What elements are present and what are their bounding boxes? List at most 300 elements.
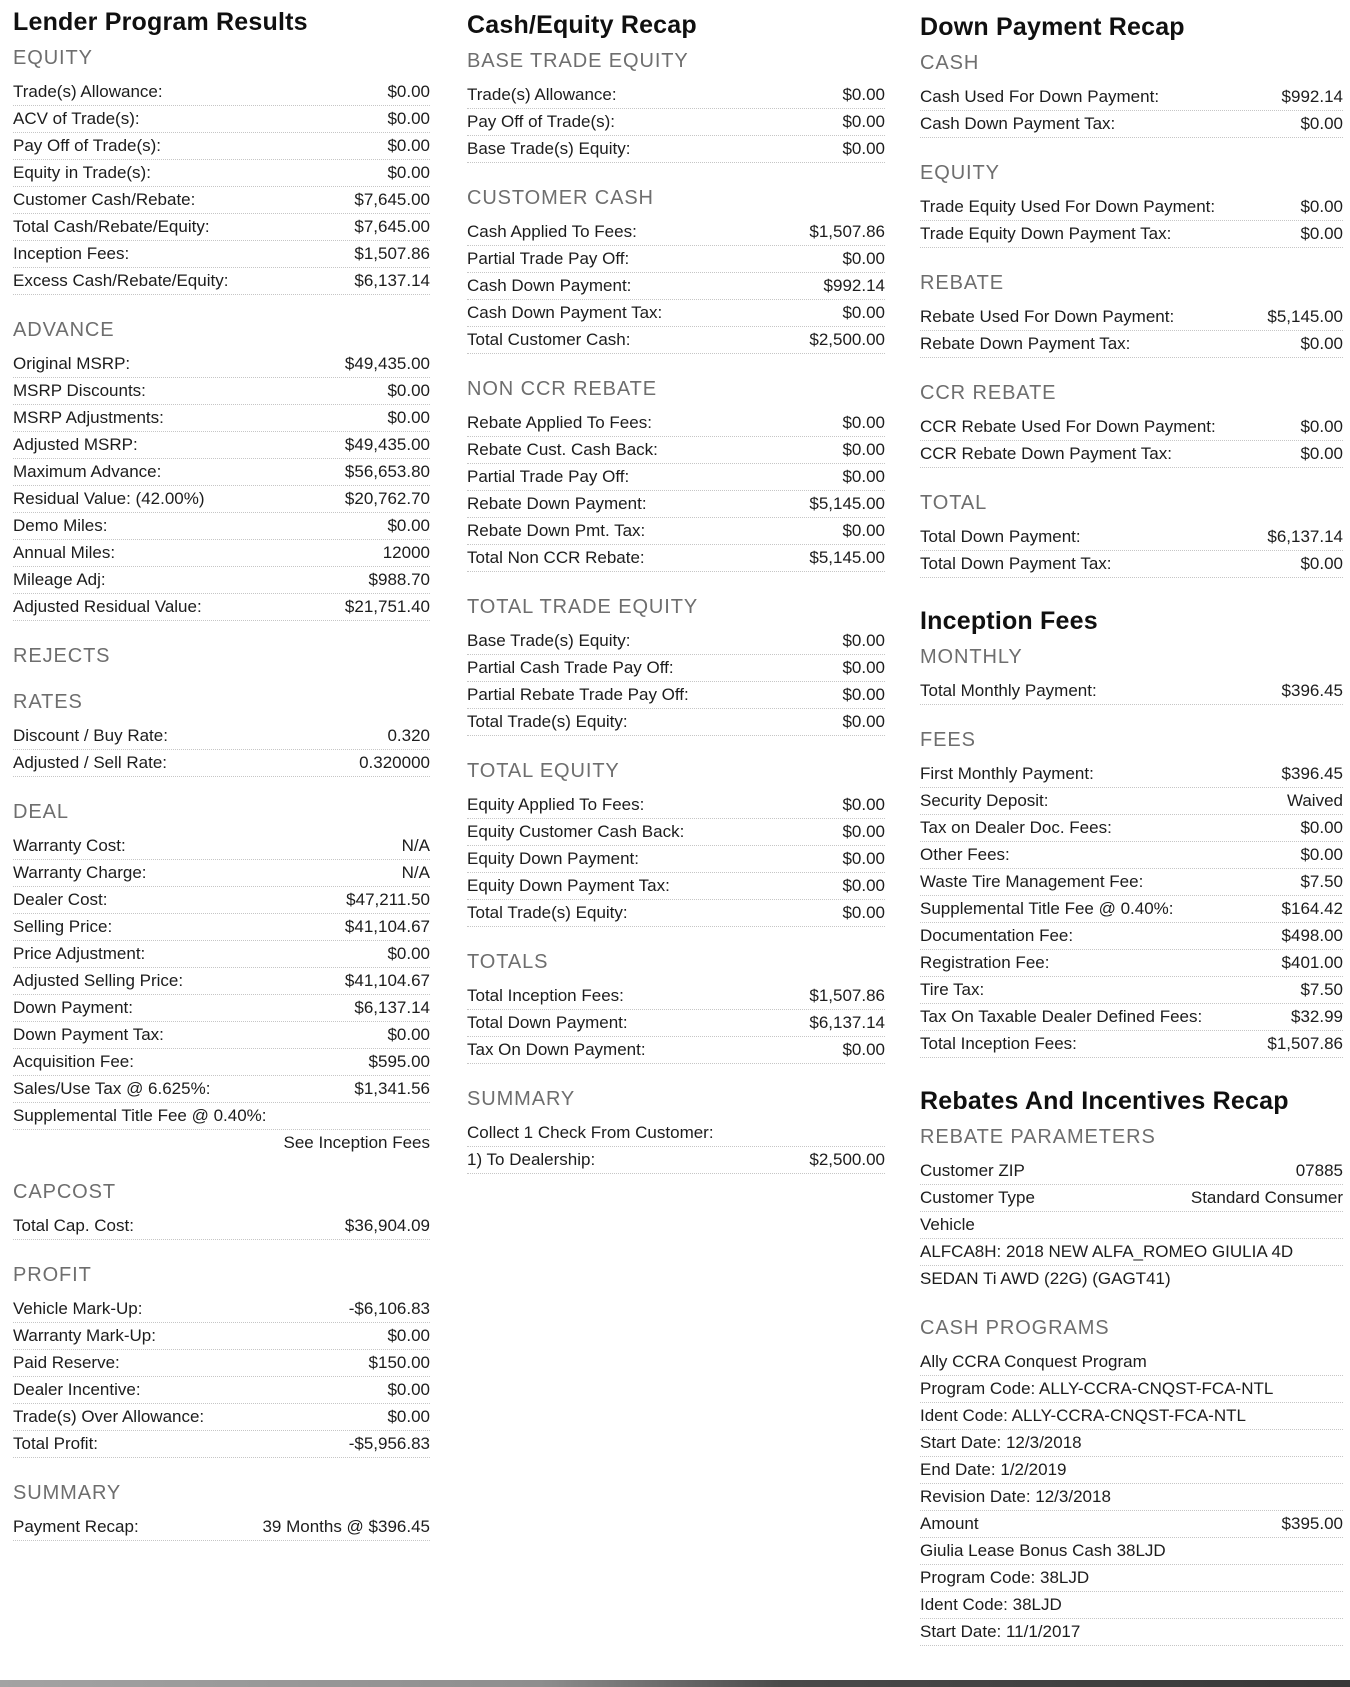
row-label: Residual Value: (42.00%) [13,489,205,508]
row-label: Total Inception Fees: [920,1034,1077,1053]
data-row-acv-of-trade-s [13,106,430,133]
row-label: Vehicle [920,1215,975,1234]
data-row-rebate-used-for-down-payment [920,304,1343,331]
row-label: Excess Cash/Rebate/Equity: [13,271,229,290]
row-label: First Monthly Payment: [920,764,1094,783]
row-label: Total Down Payment: [920,527,1081,546]
page-title-down-payment-recap: Down Payment Recap [920,13,1185,41]
row-label: Total Cap. Cost: [13,1216,134,1235]
data-row-warranty-charge [13,860,430,887]
section-heading-total: TOTAL [920,492,988,514]
row-value: $0.00 [387,1380,430,1399]
text-row-end-date-1-2-2019 [920,1457,1343,1484]
data-row-documentation-fee [920,923,1343,950]
text-row-start-date-12-3-2018 [920,1430,1343,1457]
row-value: $41,104.67 [344,917,430,936]
row-value: $0.00 [842,712,885,731]
data-row-paid-reserve [13,1350,430,1377]
row-value: $0.00 [1300,554,1343,573]
col-lender-program-results [13,0,430,1541]
row-value: $6,137.14 [354,271,430,290]
row-value: $0.00 [842,631,885,650]
row-label: Partial Rebate Trade Pay Off: [467,685,689,704]
row-value: $396.45 [1281,764,1343,783]
row-value: $0.00 [842,876,885,895]
row-value: 39 Months @ $396.45 [262,1517,430,1536]
text-row-giulia-lease-bonus-cash-38ljd [920,1538,1343,1565]
text-row-sedan-ti-awd-22g-gagt41 [920,1266,1343,1293]
data-row-sales-use-tax-6-625 [13,1076,430,1103]
data-row-partial-trade-pay-off [467,246,885,273]
data-row-equity-customer-cash-back [467,819,885,846]
row-label: Maximum Advance: [13,462,162,481]
data-row-total-down-payment-tax [920,551,1343,578]
row-text: Giulia Lease Bonus Cash 38LJD [920,1541,1166,1560]
row-label: Supplemental Title Fee @ 0.40%: [920,899,1174,918]
section-heading-rebate: REBATE [920,272,1004,294]
row-label: Trade Equity Down Payment Tax: [920,224,1172,243]
row-text: Start Date: 11/1/2017 [920,1622,1081,1641]
row-value: $36,904.09 [344,1216,430,1235]
data-row-total-cash-rebate-equity [13,214,430,241]
data-row-cash-down-payment-tax [920,111,1343,138]
row-label: Tax on Dealer Doc. Fees: [920,818,1112,837]
row-value: Waived [1286,791,1343,810]
data-row-first-monthly-payment [920,761,1343,788]
data-row-discount-buy-rate [13,723,430,750]
data-row-tax-on-taxable-dealer-defined-fees [920,1004,1343,1031]
data-row-cash-down-payment [467,273,885,300]
row-value: $992.14 [1281,87,1343,106]
row-label: Price Adjustment: [13,944,146,963]
data-row-trade-equity-down-payment-tax [920,221,1343,248]
data-row-collect-1-check-from-customer [467,1120,885,1147]
data-row-pay-off-of-trade-s [13,133,430,160]
row-label: Base Trade(s) Equity: [467,139,631,158]
data-row-adjusted-sell-rate [13,750,430,777]
data-row-customer-cash-rebate [13,187,430,214]
row-value: 12000 [382,543,430,562]
row-label: Total Profit: [13,1434,99,1453]
data-row-supplemental-title-fee-0-40 [13,1103,430,1130]
data-row-total-non-ccr-rebate [467,545,885,572]
section-heading-equity: EQUITY [13,47,93,69]
data-row-dealer-cost [13,887,430,914]
data-row-residual-value-42-00 [13,486,430,513]
row-label: Down Payment: [13,998,133,1017]
row-label: Rebate Cust. Cash Back: [467,440,658,459]
data-row-adjusted-selling-price [13,968,430,995]
row-value: $0.00 [842,303,885,322]
data-row-down-payment-tax [13,1022,430,1049]
data-row-payment-recap [13,1514,430,1541]
data-row-see-inception-fees [13,1130,430,1157]
section-heading-rebate-parameters: REBATE PARAMETERS [920,1126,1156,1148]
row-label: Equity Applied To Fees: [467,795,645,814]
row-label: Total Inception Fees: [467,986,624,1005]
row-value: See Inception Fees [283,1133,430,1152]
row-text: Ident Code: ALLY-CCRA-CNQST-FCA-NTL [920,1406,1246,1425]
section-heading-deal: DEAL [13,801,69,823]
text-row-program-code-ally-ccra-cnqst-fca-ntl [920,1376,1343,1403]
row-value: $988.70 [368,570,430,589]
row-label: Trade(s) Over Allowance: [13,1407,205,1426]
section-heading-rates: RATES [13,691,83,713]
data-row-msrp-adjustments [13,405,430,432]
data-row-rebate-cust-cash-back [467,437,885,464]
row-value: $0.00 [842,822,885,841]
data-row-adjusted-residual-value [13,594,430,621]
row-label: Security Deposit: [920,791,1049,810]
row-label: Cash Down Payment: [467,276,632,295]
data-row-equity-in-trade-s [13,160,430,187]
text-row-program-code-38ljd [920,1565,1343,1592]
row-label: Adjusted Residual Value: [13,597,202,616]
section-heading-equity: EQUITY [920,162,1000,184]
row-value: $0.00 [842,658,885,677]
data-row-total-customer-cash [467,327,885,354]
row-label: Partial Trade Pay Off: [467,467,630,486]
row-label: Total Down Payment Tax: [920,554,1112,573]
data-row-partial-trade-pay-off [467,464,885,491]
row-label: Partial Trade Pay Off: [467,249,630,268]
data-row-down-payment [13,995,430,1022]
row-label: Adjusted Selling Price: [13,971,184,990]
row-value: $20,762.70 [344,489,430,508]
row-value: $5,145.00 [809,494,885,513]
data-row-vehicle-mark-up [13,1296,430,1323]
row-value: 0.320 [387,726,430,745]
row-label: Customer Cash/Rebate: [13,190,196,209]
row-value: $1,507.86 [354,244,430,263]
row-value: 0.320000 [359,753,430,772]
row-label: Waste Tire Management Fee: [920,872,1144,891]
text-row-ident-code-38ljd [920,1592,1343,1619]
data-row-total-down-payment [467,1010,885,1037]
row-label: Original MSRP: [13,354,131,373]
row-value: $1,507.86 [809,986,885,1005]
row-label: Supplemental Title Fee @ 0.40%: [13,1106,267,1125]
row-value: -$6,106.83 [348,1299,430,1318]
data-row-cash-applied-to-fees [467,219,885,246]
row-label: Customer Type [920,1188,1035,1207]
row-value: $32.99 [1291,1007,1343,1026]
data-row-maximum-advance [13,459,430,486]
row-text: Ally CCRA Conquest Program [920,1352,1147,1371]
row-value: $401.00 [1281,953,1343,972]
row-label: CCR Rebate Used For Down Payment: [920,417,1216,436]
row-text: SEDAN Ti AWD (22G) (GAGT41) [920,1269,1171,1288]
row-label: Demo Miles: [13,516,108,535]
row-label: Trade Equity Used For Down Payment: [920,197,1216,216]
page-title-inception-fees: Inception Fees [920,607,1098,635]
text-row-revision-date-12-3-2018 [920,1484,1343,1511]
section-heading-monthly: MONTHLY [920,646,1023,668]
row-value: $1,507.86 [1267,1034,1343,1053]
row-value: $0.00 [1300,818,1343,837]
row-value: $395.00 [1281,1514,1343,1533]
row-label: Dealer Incentive: [13,1380,141,1399]
row-value: $0.00 [1300,444,1343,463]
row-label: Cash Used For Down Payment: [920,87,1160,106]
row-label: Total Cash/Rebate/Equity: [13,217,210,236]
section-heading-base-trade-equity: BASE TRADE EQUITY [467,50,689,72]
row-label: Total Trade(s) Equity: [467,903,628,922]
row-label: Rebate Applied To Fees: [467,413,652,432]
row-text: ALFCA8H: 2018 NEW ALFA_ROMEO GIULIA 4D [920,1242,1294,1261]
section-heading-summary: SUMMARY [13,1482,122,1504]
data-row-msrp-discounts [13,378,430,405]
row-value: $5,145.00 [809,548,885,567]
section-heading-summary: SUMMARY [467,1088,576,1110]
row-label: ACV of Trade(s): [13,109,140,128]
data-row-customer-zip [920,1158,1343,1185]
data-row-tax-on-dealer-doc-fees [920,815,1343,842]
row-label: Total Down Payment: [467,1013,628,1032]
row-value: $0.00 [842,685,885,704]
row-value: Standard Consumer [1190,1188,1343,1207]
row-value: $0.00 [387,82,430,101]
data-row-1-to-dealership [467,1147,885,1174]
row-value: N/A [401,836,430,855]
data-row-total-cap-cost [13,1213,430,1240]
row-value: $0.00 [842,795,885,814]
data-row-inception-fees [13,241,430,268]
row-label: CCR Rebate Down Payment Tax: [920,444,1172,463]
row-label: Dealer Cost: [13,890,108,909]
data-row-registration-fee [920,950,1343,977]
col-down-payment-recap [920,0,1343,1646]
row-value: $164.42 [1281,899,1343,918]
row-label: Adjusted MSRP: [13,435,138,454]
row-value: $1,341.56 [354,1079,430,1098]
row-label: Annual Miles: [13,543,116,562]
data-row-cash-down-payment-tax [467,300,885,327]
row-value: $0.00 [842,521,885,540]
section-heading-total-trade-equity: TOTAL TRADE EQUITY [467,596,699,618]
row-value: N/A [401,863,430,882]
data-row-total-inception-fees [467,983,885,1010]
row-value: $0.00 [387,408,430,427]
row-value: $396.45 [1281,681,1343,700]
row-label: Paid Reserve: [13,1353,120,1372]
row-label: Equity Down Payment Tax: [467,876,670,895]
row-value: $0.00 [387,1025,430,1044]
row-value: $2,500.00 [809,1150,885,1169]
section-heading-rejects: REJECTS [13,645,111,667]
data-row-amount [920,1511,1343,1538]
row-label: Total Non CCR Rebate: [467,548,645,567]
row-text: Revision Date: 12/3/2018 [920,1487,1111,1506]
row-value: $6,137.14 [809,1013,885,1032]
data-row-adjusted-msrp [13,432,430,459]
section-heading-cash: CASH [920,52,980,74]
data-row-supplemental-title-fee-0-40 [920,896,1343,923]
data-row-warranty-cost [13,833,430,860]
data-row-base-trade-s-equity [467,628,885,655]
row-label: Trade(s) Allowance: [13,82,163,101]
row-label: Sales/Use Tax @ 6.625%: [13,1079,211,1098]
data-row-equity-applied-to-fees [467,792,885,819]
row-label: Rebate Down Payment: [467,494,647,513]
data-row-excess-cash-rebate-equity [13,268,430,295]
row-value: $0.00 [387,109,430,128]
row-value: $1,507.86 [809,222,885,241]
row-label: Total Trade(s) Equity: [467,712,628,731]
row-value: $0.00 [1300,334,1343,353]
data-row-total-trade-s-equity [467,709,885,736]
row-label: Warranty Charge: [13,863,147,882]
row-value: $6,137.14 [1267,527,1343,546]
page-title-lender-program-results: Lender Program Results [13,8,308,36]
row-value: $7,645.00 [354,217,430,236]
section-heading-ccr-rebate: CCR REBATE [920,382,1057,404]
row-value: $0.00 [842,849,885,868]
section-heading-non-ccr-rebate: NON CCR REBATE [467,378,658,400]
row-value: $0.00 [842,467,885,486]
page-title-rebates-and-incentives-recap: Rebates And Incentives Recap [920,1087,1289,1115]
row-text: Program Code: ALLY-CCRA-CNQST-FCA-NTL [920,1379,1274,1398]
data-row-warranty-mark-up [13,1323,430,1350]
row-value: $0.00 [842,112,885,131]
row-value: $0.00 [1300,197,1343,216]
data-row-selling-price [13,914,430,941]
row-value: $0.00 [842,249,885,268]
data-row-rebate-applied-to-fees [467,410,885,437]
row-value: $0.00 [387,136,430,155]
data-row-equity-down-payment-tax [467,873,885,900]
row-label: Rebate Used For Down Payment: [920,307,1175,326]
data-row-total-inception-fees [920,1031,1343,1058]
row-value: $992.14 [823,276,885,295]
row-text: Ident Code: 38LJD [920,1595,1062,1614]
data-row-customer-type [920,1185,1343,1212]
row-text: Program Code: 38LJD [920,1568,1090,1587]
data-row-tire-tax [920,977,1343,1004]
data-row-total-trade-s-equity [467,900,885,927]
row-value: $0.00 [1300,417,1343,436]
row-label: Adjusted / Sell Rate: [13,753,168,772]
section-heading-profit: PROFIT [13,1264,92,1286]
data-row-rebate-down-payment-tax [920,331,1343,358]
data-row-trade-s-allowance [13,79,430,106]
row-label: Rebate Down Payment Tax: [920,334,1131,353]
row-label: Cash Down Payment Tax: [920,114,1116,133]
row-label: Other Fees: [920,845,1010,864]
row-value: $0.00 [842,139,885,158]
row-value: $21,751.40 [344,597,430,616]
row-value: $7,645.00 [354,190,430,209]
row-value: -$5,956.83 [348,1434,430,1453]
row-value: $5,145.00 [1267,307,1343,326]
text-row-alfca8h-2018-new-alfa-romeo-giulia-4d [920,1239,1343,1266]
row-value: $0.00 [842,413,885,432]
row-label: Selling Price: [13,917,113,936]
row-label: 1) To Dealership: [467,1150,596,1169]
data-row-ccr-rebate-used-for-down-payment [920,414,1343,441]
section-heading-advance: ADVANCE [13,319,115,341]
row-label: Mileage Adj: [13,570,106,589]
data-row-base-trade-s-equity [467,136,885,163]
data-row-annual-miles [13,540,430,567]
row-value: $595.00 [368,1052,430,1071]
data-row-trade-s-allowance [467,82,885,109]
row-value: $47,211.50 [346,890,430,909]
data-row-rebate-down-payment [467,491,885,518]
row-label: Total Customer Cash: [467,330,631,349]
row-value: $0.00 [842,85,885,104]
row-label: Base Trade(s) Equity: [467,631,631,650]
section-heading-customer-cash: CUSTOMER CASH [467,187,654,209]
data-row-total-down-payment [920,524,1343,551]
data-row-price-adjustment [13,941,430,968]
section-heading-totals: TOTALS [467,951,549,973]
row-label: Total Monthly Payment: [920,681,1097,700]
row-value: $0.00 [387,163,430,182]
row-value: $0.00 [1300,114,1343,133]
row-label: Payment Recap: [13,1517,139,1536]
data-row-demo-miles [13,513,430,540]
row-value: $150.00 [368,1353,430,1372]
row-value: $0.00 [387,516,430,535]
data-row-partial-cash-trade-pay-off [467,655,885,682]
row-label: Equity Customer Cash Back: [467,822,685,841]
row-value: $0.00 [387,944,430,963]
col-cash-equity-recap [467,0,885,1174]
data-row-pay-off-of-trade-s [467,109,885,136]
row-value: $0.00 [842,440,885,459]
row-text: Start Date: 12/3/2018 [920,1433,1082,1452]
data-row-total-profit [13,1431,430,1458]
data-row-trade-s-over-allowance [13,1404,430,1431]
row-value: $0.00 [842,1040,885,1059]
row-value: $7.50 [1300,872,1343,891]
row-value: $6,137.14 [354,998,430,1017]
row-label: Discount / Buy Rate: [13,726,168,745]
data-row-mileage-adj [13,567,430,594]
row-value: $0.00 [842,903,885,922]
row-text: End Date: 1/2/2019 [920,1460,1067,1479]
data-row-other-fees [920,842,1343,869]
row-label: Equity in Trade(s): [13,163,151,182]
row-label: Equity Down Payment: [467,849,639,868]
data-row-total-monthly-payment [920,678,1343,705]
row-label: Registration Fee: [920,953,1050,972]
row-value: $498.00 [1281,926,1343,945]
row-label: Tire Tax: [920,980,985,999]
row-label: Vehicle Mark-Up: [13,1299,143,1318]
section-heading-capcost: CAPCOST [13,1181,116,1203]
section-heading-cash-programs: CASH PROGRAMS [920,1317,1110,1339]
scan-edge-bar [0,1680,1350,1687]
row-label: Rebate Down Pmt. Tax: [467,521,646,540]
data-row-trade-equity-used-for-down-payment [920,194,1343,221]
row-value: $41,104.67 [344,971,430,990]
row-label: Partial Cash Trade Pay Off: [467,658,674,677]
row-label: Warranty Cost: [13,836,126,855]
row-label: Documentation Fee: [920,926,1074,945]
row-label: Down Payment Tax: [13,1025,164,1044]
data-row-equity-down-payment [467,846,885,873]
data-row-acquisition-fee [13,1049,430,1076]
row-label: Cash Applied To Fees: [467,222,637,241]
data-row-waste-tire-management-fee [920,869,1343,896]
data-row-cash-used-for-down-payment [920,84,1343,111]
row-label: Cash Down Payment Tax: [467,303,663,322]
row-value: 07885 [1295,1161,1343,1180]
text-row-ally-ccra-conquest-program [920,1349,1343,1376]
data-row-vehicle [920,1212,1343,1239]
